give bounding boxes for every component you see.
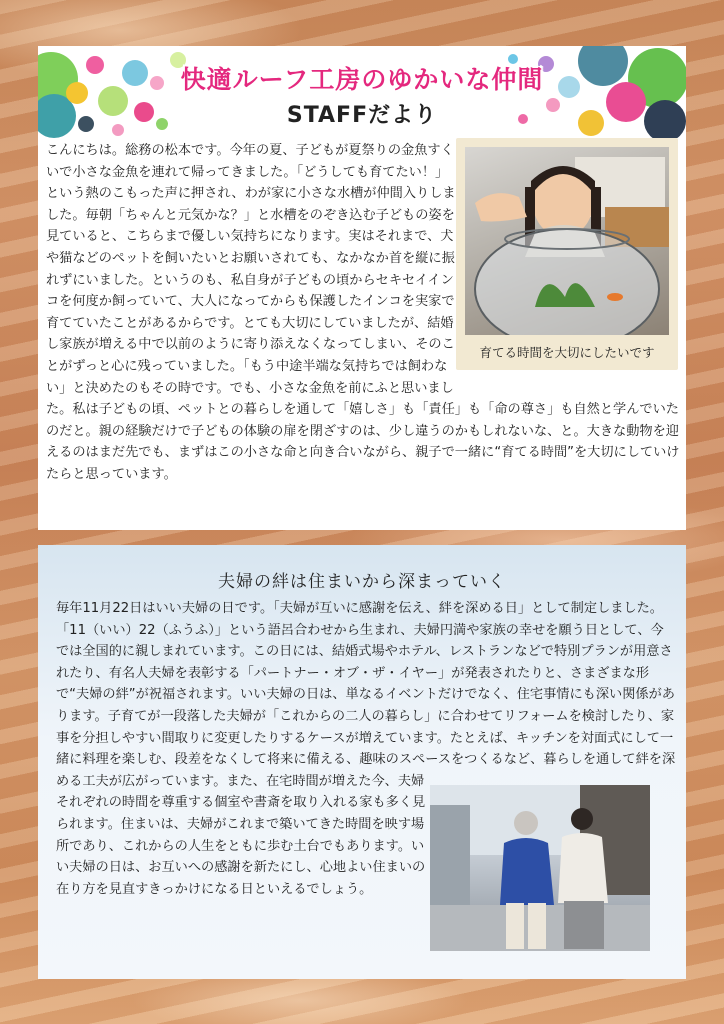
- newsletter-subtitle: STAFFだより: [286, 103, 438, 128]
- photo-spacer: [444, 772, 682, 936]
- staff-article-paragraph: こんにちは。総務の松本です。今年の夏、子どもが夏祭りの金魚すくいで小さな金魚を連れて帰ってきました。「どうしても育てたい！」という熱のこもった声に押され、わが家に小さな水槽が仲間入りしました。毎朝「ちゃんと元気かな？」と水槽をのぞき込む子どもの姿を見ていると、こちらまで優しい気持ちになります。実はそれまで、犬や猫などのペットを飼いたいとお願いされても、なかなか首を縦に振れずにいました。というのも、私自身が子どもの頃からセキセイインコを何度か飼っていて、大人になってからも保護したインコを実家で育てていたことがあるからです。とても大切にしていましたが、結婚し家族が増える中で以前のように寄り添えなくなってしまい、そのことがずっと心に残っていました。「もう中途半端な気持ちでは飼わない」と決めたのもその時です。でも、小さな金魚を前にふと思いました。私は子どもの頃、ペットとの暮らしを通して「嬉しさ」も「責任」も「命の尊さ」も自然と学んでいたのだと。親の経験だけで子どもの体験の扉を閉ざすのは、少し違うのかもしれないな、と。大きな動物を迎えるのはまだ先でも、まずはこの小さな命と向き合いながら、親子で一緒に“育てる時間”を大切にしていけたらと思っています。: [46, 143, 680, 482]
- photo-caption: 育てる時間を大切にしたいです: [479, 345, 655, 360]
- newsletter-title: 快適ルーフ工房のゆかいな仲間: [180, 65, 544, 94]
- staff-article-body: [46, 140, 680, 486]
- couple-article-paragraph: 毎年11月22日はいい夫婦の日です。「夫婦が互いに感謝を伝え、絆を深める日」として制定しました。「11（いい）22（ふうふ）」という語呂合わせから生まれ、夫婦円満や家族の幸せを願う日として、今では全国的に親しまれています。この日には、結婚式場やホテル、レストランなどで特別プランが用意されたり、有名人夫婦を表彰する「パートナー・オブ・ザ・イヤー」が発表されたりと、さまざまな形で“夫婦の絆”が祝福されます。いい夫婦の日は、単なるイベントだけでなく、住宅事情にも深い関係があります。子育てが一段落した夫婦が「これからの二人の暮らし」に合わせてリフォームを検討したり、家事を分担しやすい間取りに変更したりするケースが増えています。たとえば、キッチンを対面式にして一緒に料理を楽しむ、段差をなくして将来に備える、趣味のスペースをつくるなど、暮らしを通して絆を深める工夫が広がっています。また、在宅時間が増えた今、夫婦それぞれの時間を尊重する個室や書斎を取り入れる家も多く見られます。住まいは、夫婦がこれまで築いてきた時間を映す場所であり、これからの人生をともに歩む土台でもあります。いい夫婦の日は、お互いへの感謝を新たにし、心地よい住まいの在り方を見直すきっかけになる日といえるでしょう。: [56, 601, 676, 897]
- photo-spacer: [468, 140, 684, 382]
- staff-letter-card: [38, 46, 686, 530]
- section-title: 夫婦の絆は住まいから深まっていく: [218, 572, 506, 592]
- couple-day-card: [38, 545, 686, 979]
- couple-article-body: [56, 598, 676, 936]
